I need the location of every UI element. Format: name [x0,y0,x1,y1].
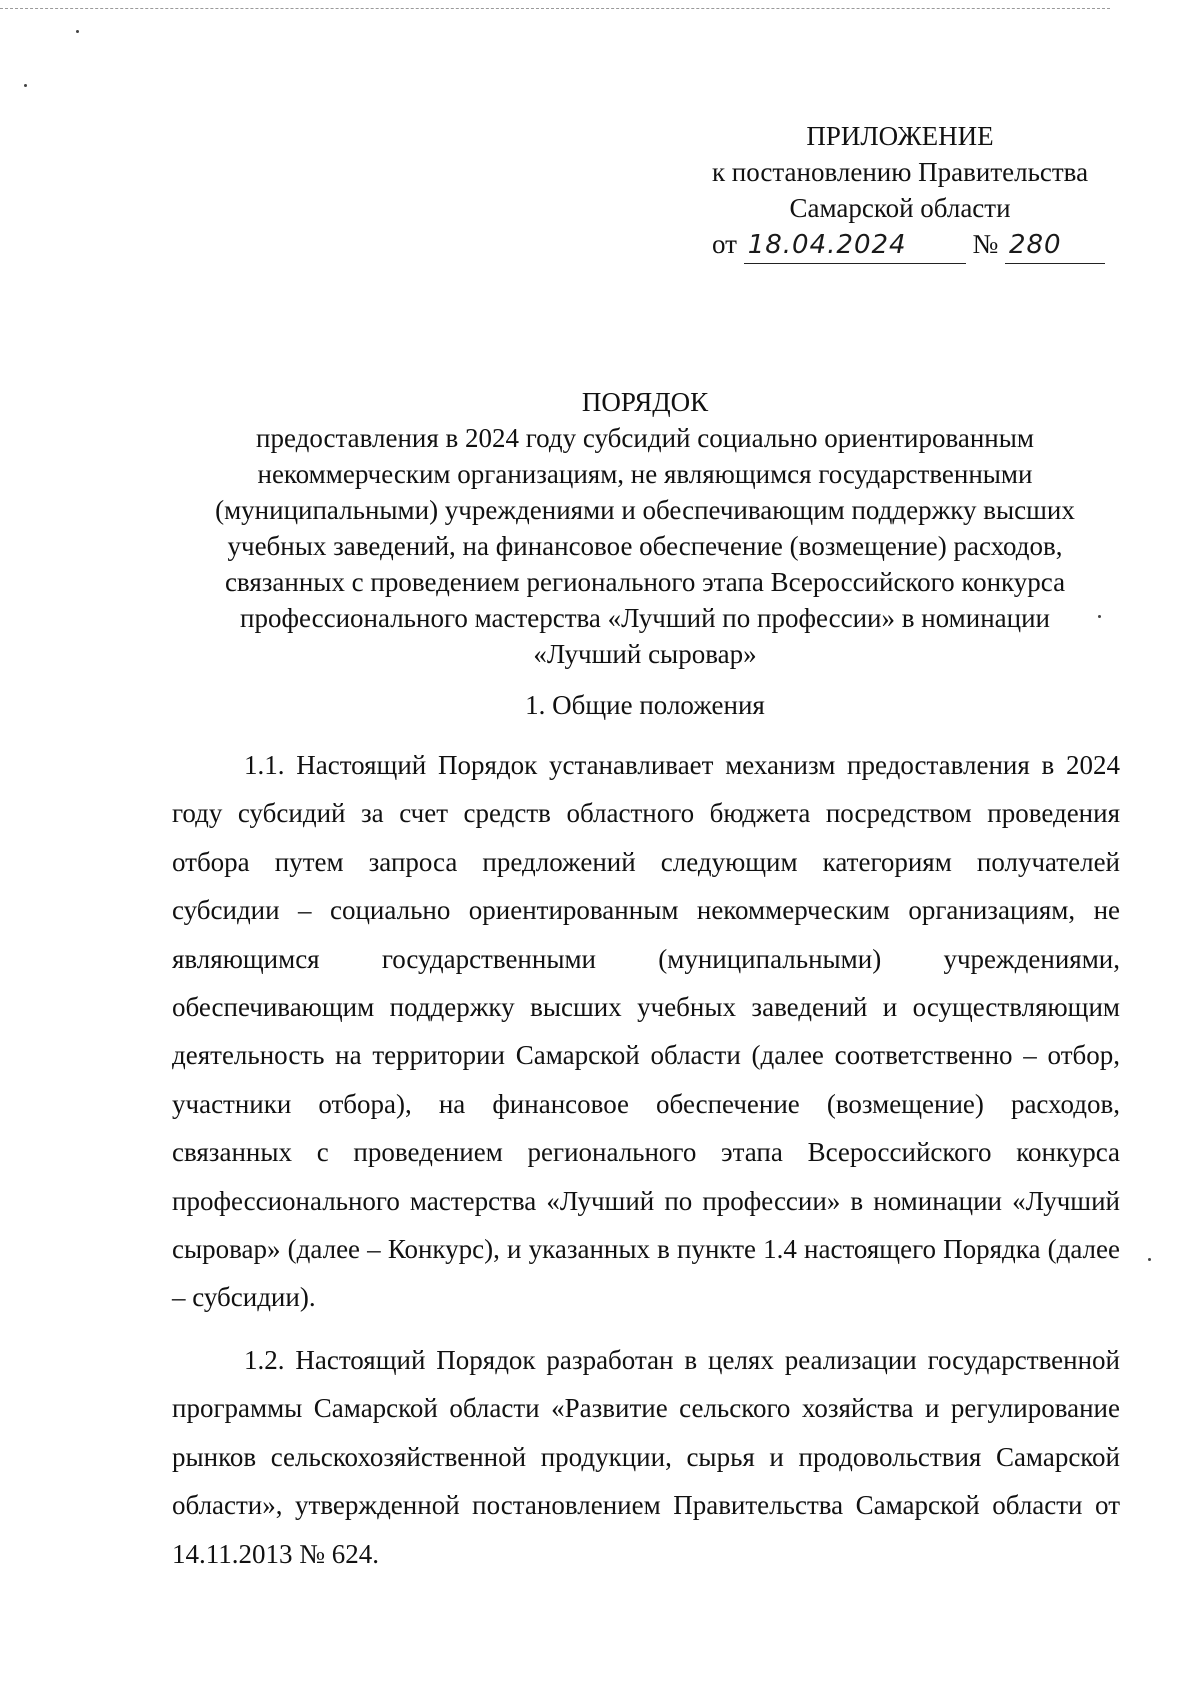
attachment-line-1: к постановлению Правительства [711,157,1089,187]
section-heading: 1. Общие положения [525,690,765,720]
subtitle-line: связанных с проведением регионального этапа Всероссийского конкурса [224,567,1066,597]
subtitle-line: (муниципальными) учреждениями и обеспечивающим поддержку высших [215,495,1075,525]
document-subtitle [150,420,1140,672]
subtitle-line: учебных заведений, на финансовое обеспечение (возмещение) расходов, [227,531,1063,561]
attachment-block [680,118,1120,264]
attachment-title: ПРИЛОЖЕНИЕ [806,121,994,151]
date-prefix: от [712,229,737,259]
handwritten-date: 18.04.2024 [747,230,907,260]
number-field [1005,226,1105,264]
date-field [744,226,966,264]
handwritten-number: 280 [1008,230,1062,260]
paragraph-1-1: 1.1. Настоящий Порядок устанавливает механизм предоставления в 2024 году субсидий за счет средств областного бюджета посредством проведения отбора путем запроса предложений следующим категориям получателей субсидии – социально ориентированным некоммерческим организациям, не являющимся государственными (муниципальными) учреждениями, обеспечивающим поддержку высших учебных заведений и осуществляющим деятельность на территории Самарской области (далее соответственно – отбор, участники отбора), на финансовое обеспечение (возмещение) расходов, связанных с проведением регионального этапа Всероссийского конкурса профессионального мастерства «Лучший по профессии» в номинации «Лучший сыровар» (далее – Конкурс), и указанных в пункте 1.4 настоящего Порядка (далее – субсидии). [172,750,1120,1313]
paragraph-1-2: 1.2. Настоящий Порядок разработан в целях реализации государственной программы Самарской области «Развитие сельского хозяйства и регулирование рынков сельскохозяйственной продукции, сырья и продовольствия Самарской области», утвержденной постановлением Правительства Самарской области от 14.11.2013 № 624. [172,1345,1120,1569]
scan-speck [24,84,27,87]
attachment-date-line [680,226,1120,264]
document-title: ПОРЯДОК [581,387,709,417]
number-prefix: № [972,229,999,259]
subtitle-line: «Лучший сыровар» [533,639,757,669]
scan-speck [1148,1258,1151,1261]
scan-top-edge [0,8,1110,9]
subtitle-line: профессионального мастерства «Лучший по профессии» в номинации [240,603,1050,633]
subtitle-line: некоммерческим организациям, не являющимся государственными [257,459,1033,489]
attachment-line-2: Самарской области [789,193,1011,223]
scan-speck [76,30,79,33]
subtitle-line: предоставления в 2024 году субсидий социально ориентированным [256,423,1034,453]
